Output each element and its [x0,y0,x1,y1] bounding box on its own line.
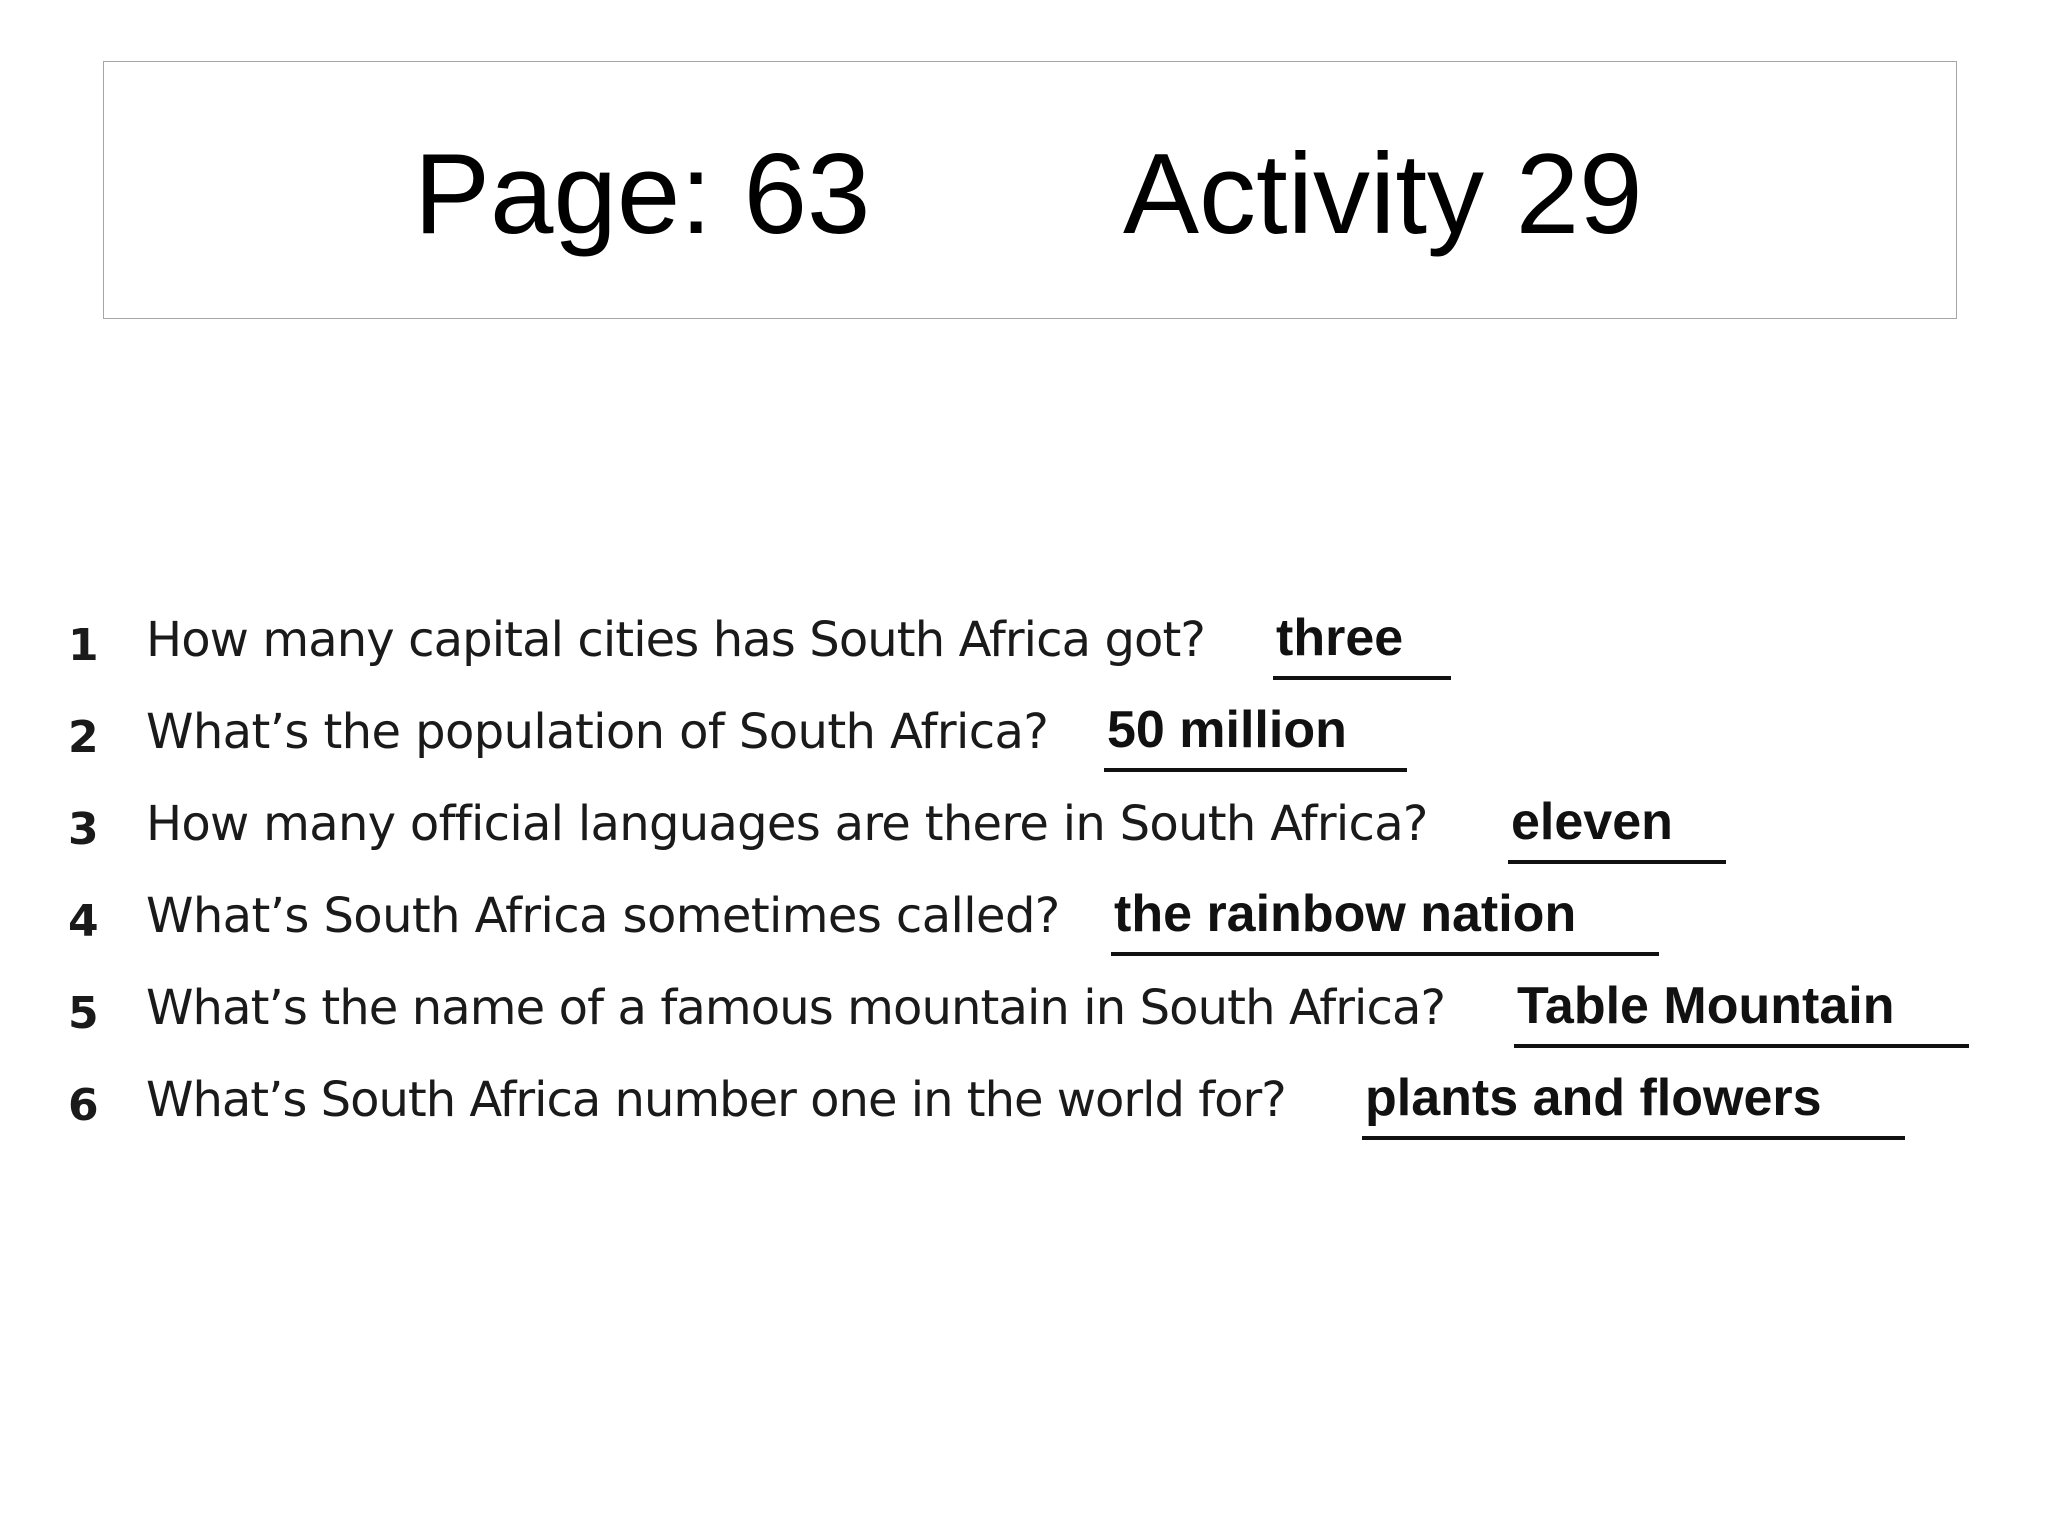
question-number: 2 [68,712,99,763]
question-text: What’s the population of South Africa? [146,704,1049,760]
answer-blank: Table Mountain [1514,980,1969,1048]
question-text: What’s South Africa sometimes called? [146,888,1060,944]
question-text: How many official languages are there in South Africa? [146,796,1428,852]
question-number: 6 [68,1080,99,1131]
question-text: What’s South Africa number one in the world for? [146,1072,1286,1128]
question-number: 1 [68,620,99,671]
answer-blank: eleven [1508,796,1726,864]
question-text: What’s the name of a famous mountain in South Africa? [146,980,1446,1036]
answer-blank: plants and flowers [1362,1072,1905,1140]
activity-title: Activity 29 [1123,131,1643,258]
question-number: 3 [68,804,99,855]
answer-blank: the rainbow nation [1111,888,1659,956]
question-text: How many capital cities has South Africa got? [146,612,1206,668]
page-number-title: Page: 63 [414,131,871,258]
question-number: 4 [68,896,99,947]
question-number: 5 [68,988,99,1039]
answer-blank: three [1273,612,1451,680]
answer-blank: 50 million [1104,704,1407,772]
